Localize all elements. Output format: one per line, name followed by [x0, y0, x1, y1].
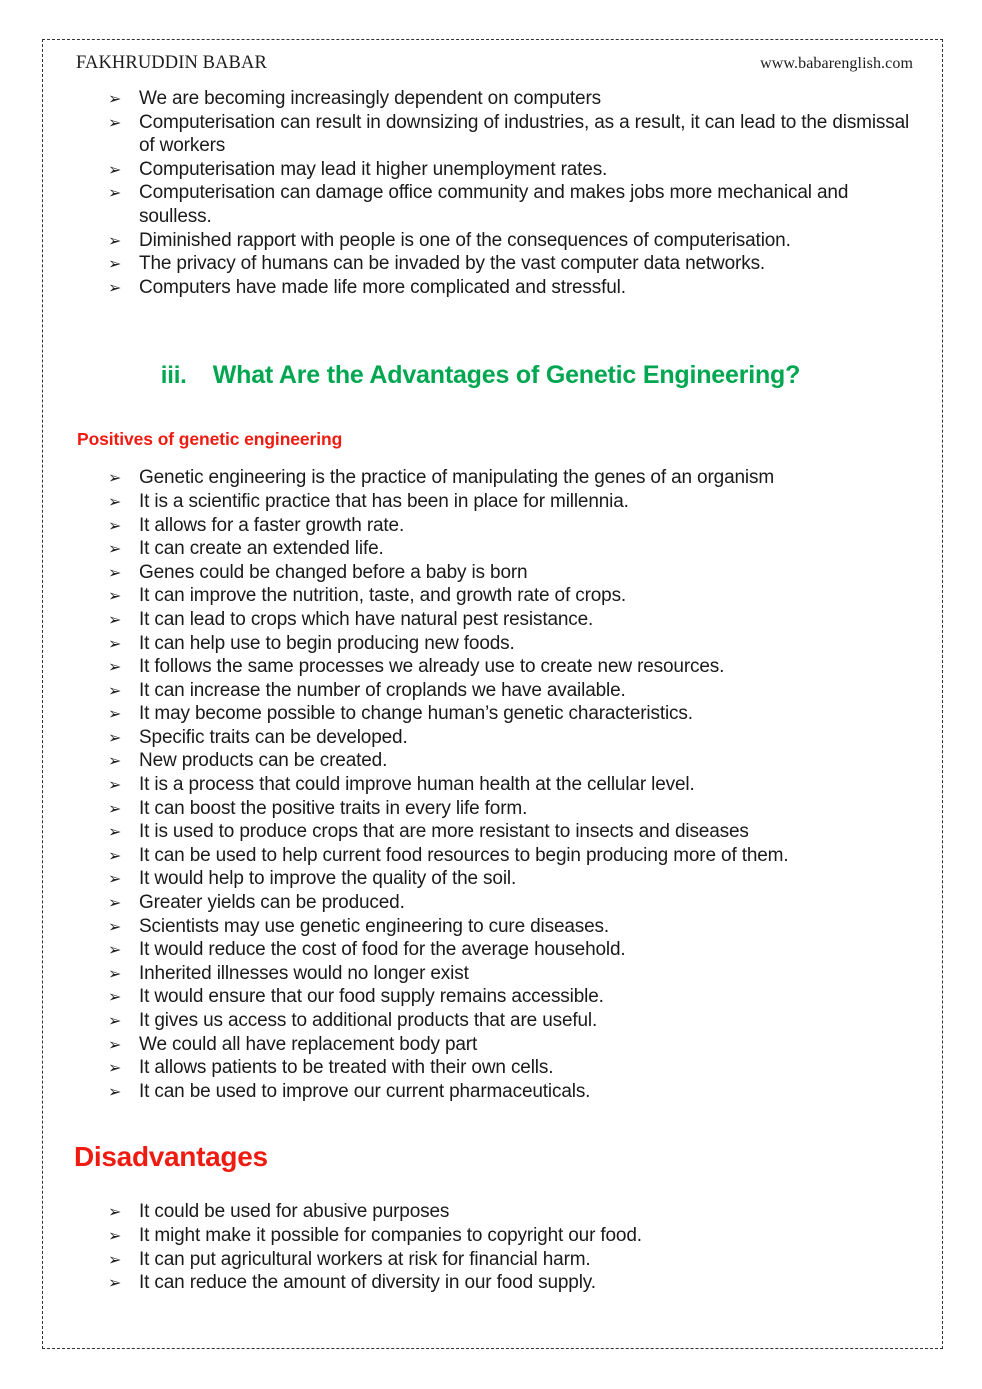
list-item [62, 584, 921, 608]
disadvantages-list [62, 1200, 921, 1294]
list-item-text: It may become possible to change human’s genetic characteristics. [139, 703, 693, 725]
list-item [62, 490, 921, 514]
list-item [62, 632, 921, 656]
arrow-bullet-icon: ➢ [108, 916, 122, 936]
list-item [62, 702, 921, 726]
list-item-text: It can help use to begin producing new foods. [139, 632, 515, 654]
document-header [62, 53, 921, 74]
arrow-bullet-icon: ➢ [108, 159, 122, 179]
list-item-text: Genes could be changed before a baby is born [139, 561, 528, 583]
list-item [62, 181, 921, 228]
list-item-text: Inherited illnesses would no longer exist [139, 962, 469, 984]
arrow-bullet-icon: ➢ [108, 491, 122, 511]
arrow-bullet-icon: ➢ [108, 940, 122, 960]
list-item [62, 1200, 921, 1224]
list-item [62, 1009, 921, 1033]
list-item-text: It can lead to crops which have natural pest resistance. [139, 608, 594, 630]
list-item-text: It is a process that could improve human health at the cellular level. [139, 774, 695, 796]
list-item-text: Computers have made life more complicated and stressful. [139, 276, 626, 298]
list-item [62, 1271, 921, 1295]
list-item-text: Scientists may use genetic engineering to cure diseases. [139, 915, 610, 937]
arrow-bullet-icon: ➢ [108, 963, 122, 983]
list-item [62, 797, 921, 821]
list-item [62, 679, 921, 703]
list-item-text: We could all have replacement body part [139, 1033, 478, 1055]
list-item [62, 844, 921, 868]
list-item [62, 252, 921, 276]
list-item-text: It can be used to help current food resources to begin producing more of them. [139, 844, 789, 866]
arrow-bullet-icon: ➢ [108, 1273, 122, 1293]
list-item-text: It would help to improve the quality of the soil. [139, 868, 517, 890]
list-item [62, 985, 921, 1009]
arrow-bullet-icon: ➢ [108, 1081, 122, 1101]
list-item [62, 229, 921, 253]
arrow-bullet-icon: ➢ [108, 468, 122, 488]
list-item-text: It can improve the nutrition, taste, and growth rate of crops. [139, 585, 627, 607]
list-item-text: It is a scientific practice that has been in place for millennia. [139, 490, 629, 512]
arrow-bullet-icon: ➢ [108, 680, 122, 700]
list-item-text: It can increase the number of croplands we have available. [139, 679, 626, 701]
list-item [62, 773, 921, 797]
arrow-bullet-icon: ➢ [108, 586, 122, 606]
arrow-bullet-icon: ➢ [108, 633, 122, 653]
header-author-name: FAKHRUDDIN BABAR [76, 53, 267, 73]
list-item [62, 1248, 921, 1272]
list-item-text: The privacy of humans can be invaded by the vast computer data networks. [139, 253, 766, 275]
list-item [62, 891, 921, 915]
arrow-bullet-icon: ➢ [108, 727, 122, 747]
list-item-text: It can be used to improve our current pharmaceuticals. [139, 1080, 591, 1102]
arrow-bullet-icon: ➢ [108, 775, 122, 795]
list-item-text: It can put agricultural workers at risk for financial harm. [139, 1248, 591, 1270]
list-item [62, 962, 921, 986]
arrow-bullet-icon: ➢ [108, 845, 122, 865]
list-item-text: It gives us access to additional products that are useful. [139, 1010, 598, 1031]
list-item [62, 1033, 921, 1057]
list-item-text: It follows the same processes we already use to create new resources. [139, 656, 725, 678]
arrow-bullet-icon: ➢ [108, 89, 122, 108]
arrow-bullet-icon: ➢ [108, 704, 122, 724]
list-item-text: It allows patients to be treated with their own cells. [139, 1057, 554, 1079]
arrow-bullet-icon: ➢ [108, 1225, 122, 1245]
arrow-bullet-icon: ➢ [108, 515, 122, 535]
page-content [42, 39, 943, 1349]
list-item [62, 1080, 921, 1104]
arrow-bullet-icon: ➢ [108, 1034, 122, 1054]
arrow-bullet-icon: ➢ [108, 1202, 122, 1222]
list-item-text: It would reduce the cost of food for the average household. [139, 939, 626, 961]
list-item-text: Computerisation can damage office community and makes jobs more mechanical and soulless. [139, 182, 849, 227]
list-item-text: Computerisation can result in downsizing of industries, as a result, it can lead to the dismissal of workers [139, 111, 910, 157]
arrow-bullet-icon: ➢ [108, 562, 122, 582]
list-item-text: Genetic engineering is the practice of manipulating the genes of an organism [139, 467, 774, 489]
list-item [62, 158, 921, 182]
list-item [62, 655, 921, 679]
list-item-text: It could be used for abusive purposes [139, 1201, 450, 1223]
section-title: What Are the Advantages of Genetic Engineering? [212, 361, 801, 390]
list-item-text: It can reduce the amount of diversity in our food supply. [139, 1272, 596, 1294]
list-item [62, 514, 921, 538]
list-item-text: Specific traits can be developed. [139, 726, 408, 748]
section-heading [62, 361, 921, 390]
list-item [62, 938, 921, 962]
arrow-bullet-icon: ➢ [108, 1011, 122, 1030]
list-item-text: It would ensure that our food supply remains accessible. [139, 986, 604, 1008]
positives-subheading: Positives of genetic engineering [77, 429, 343, 450]
arrow-bullet-icon: ➢ [108, 751, 122, 771]
list-item-text: It can create an extended life. [139, 538, 384, 560]
list-item-text: Greater yields can be produced. [139, 892, 405, 914]
disadvantages-heading: Disadvantages [74, 1141, 268, 1173]
list-item [62, 87, 921, 111]
arrow-bullet-icon: ➢ [108, 254, 122, 274]
arrow-bullet-icon: ➢ [108, 869, 122, 889]
list-item [62, 1056, 921, 1080]
list-item-text: It might make it possible for companies to copyright our food. [139, 1224, 642, 1246]
list-item [62, 276, 921, 300]
list-item-text: It can boost the positive traits in every life form. [139, 797, 528, 819]
header-website-url: www.babarenglish.com [760, 55, 913, 72]
computerisation-drawbacks-list [62, 87, 921, 299]
section-numeral: iii. [160, 362, 187, 390]
arrow-bullet-icon: ➢ [108, 112, 122, 132]
list-item [62, 561, 921, 585]
list-item-text: New products can be created. [139, 750, 388, 772]
list-item [62, 726, 921, 750]
arrow-bullet-icon: ➢ [108, 1249, 122, 1269]
list-item-text: It is used to produce crops that are more resistant to insects and diseases [139, 821, 749, 843]
arrow-bullet-icon: ➢ [108, 657, 122, 677]
arrow-bullet-icon: ➢ [108, 609, 122, 629]
list-item [62, 867, 921, 891]
arrow-bullet-icon: ➢ [108, 277, 122, 297]
list-item [62, 749, 921, 773]
arrow-bullet-icon: ➢ [108, 230, 122, 250]
list-item [62, 537, 921, 561]
arrow-bullet-icon: ➢ [108, 1058, 122, 1078]
list-item-text: We are becoming increasingly dependent on computers [139, 88, 601, 109]
list-item [62, 820, 921, 844]
list-item [62, 915, 921, 939]
arrow-bullet-icon: ➢ [108, 893, 122, 913]
arrow-bullet-icon: ➢ [108, 183, 122, 203]
list-item [62, 466, 921, 490]
list-item-text: Computerisation may lead it higher unemployment rates. [139, 158, 608, 180]
list-item-text: Diminished rapport with people is one of the consequences of computerisation. [139, 229, 791, 251]
arrow-bullet-icon: ➢ [108, 822, 122, 842]
positives-list [62, 466, 921, 1103]
list-item [62, 111, 921, 158]
arrow-bullet-icon: ➢ [108, 987, 122, 1007]
list-item [62, 608, 921, 632]
list-item-text: It allows for a faster growth rate. [139, 514, 405, 536]
list-item [62, 1224, 921, 1248]
arrow-bullet-icon: ➢ [108, 539, 122, 559]
arrow-bullet-icon: ➢ [108, 798, 122, 818]
